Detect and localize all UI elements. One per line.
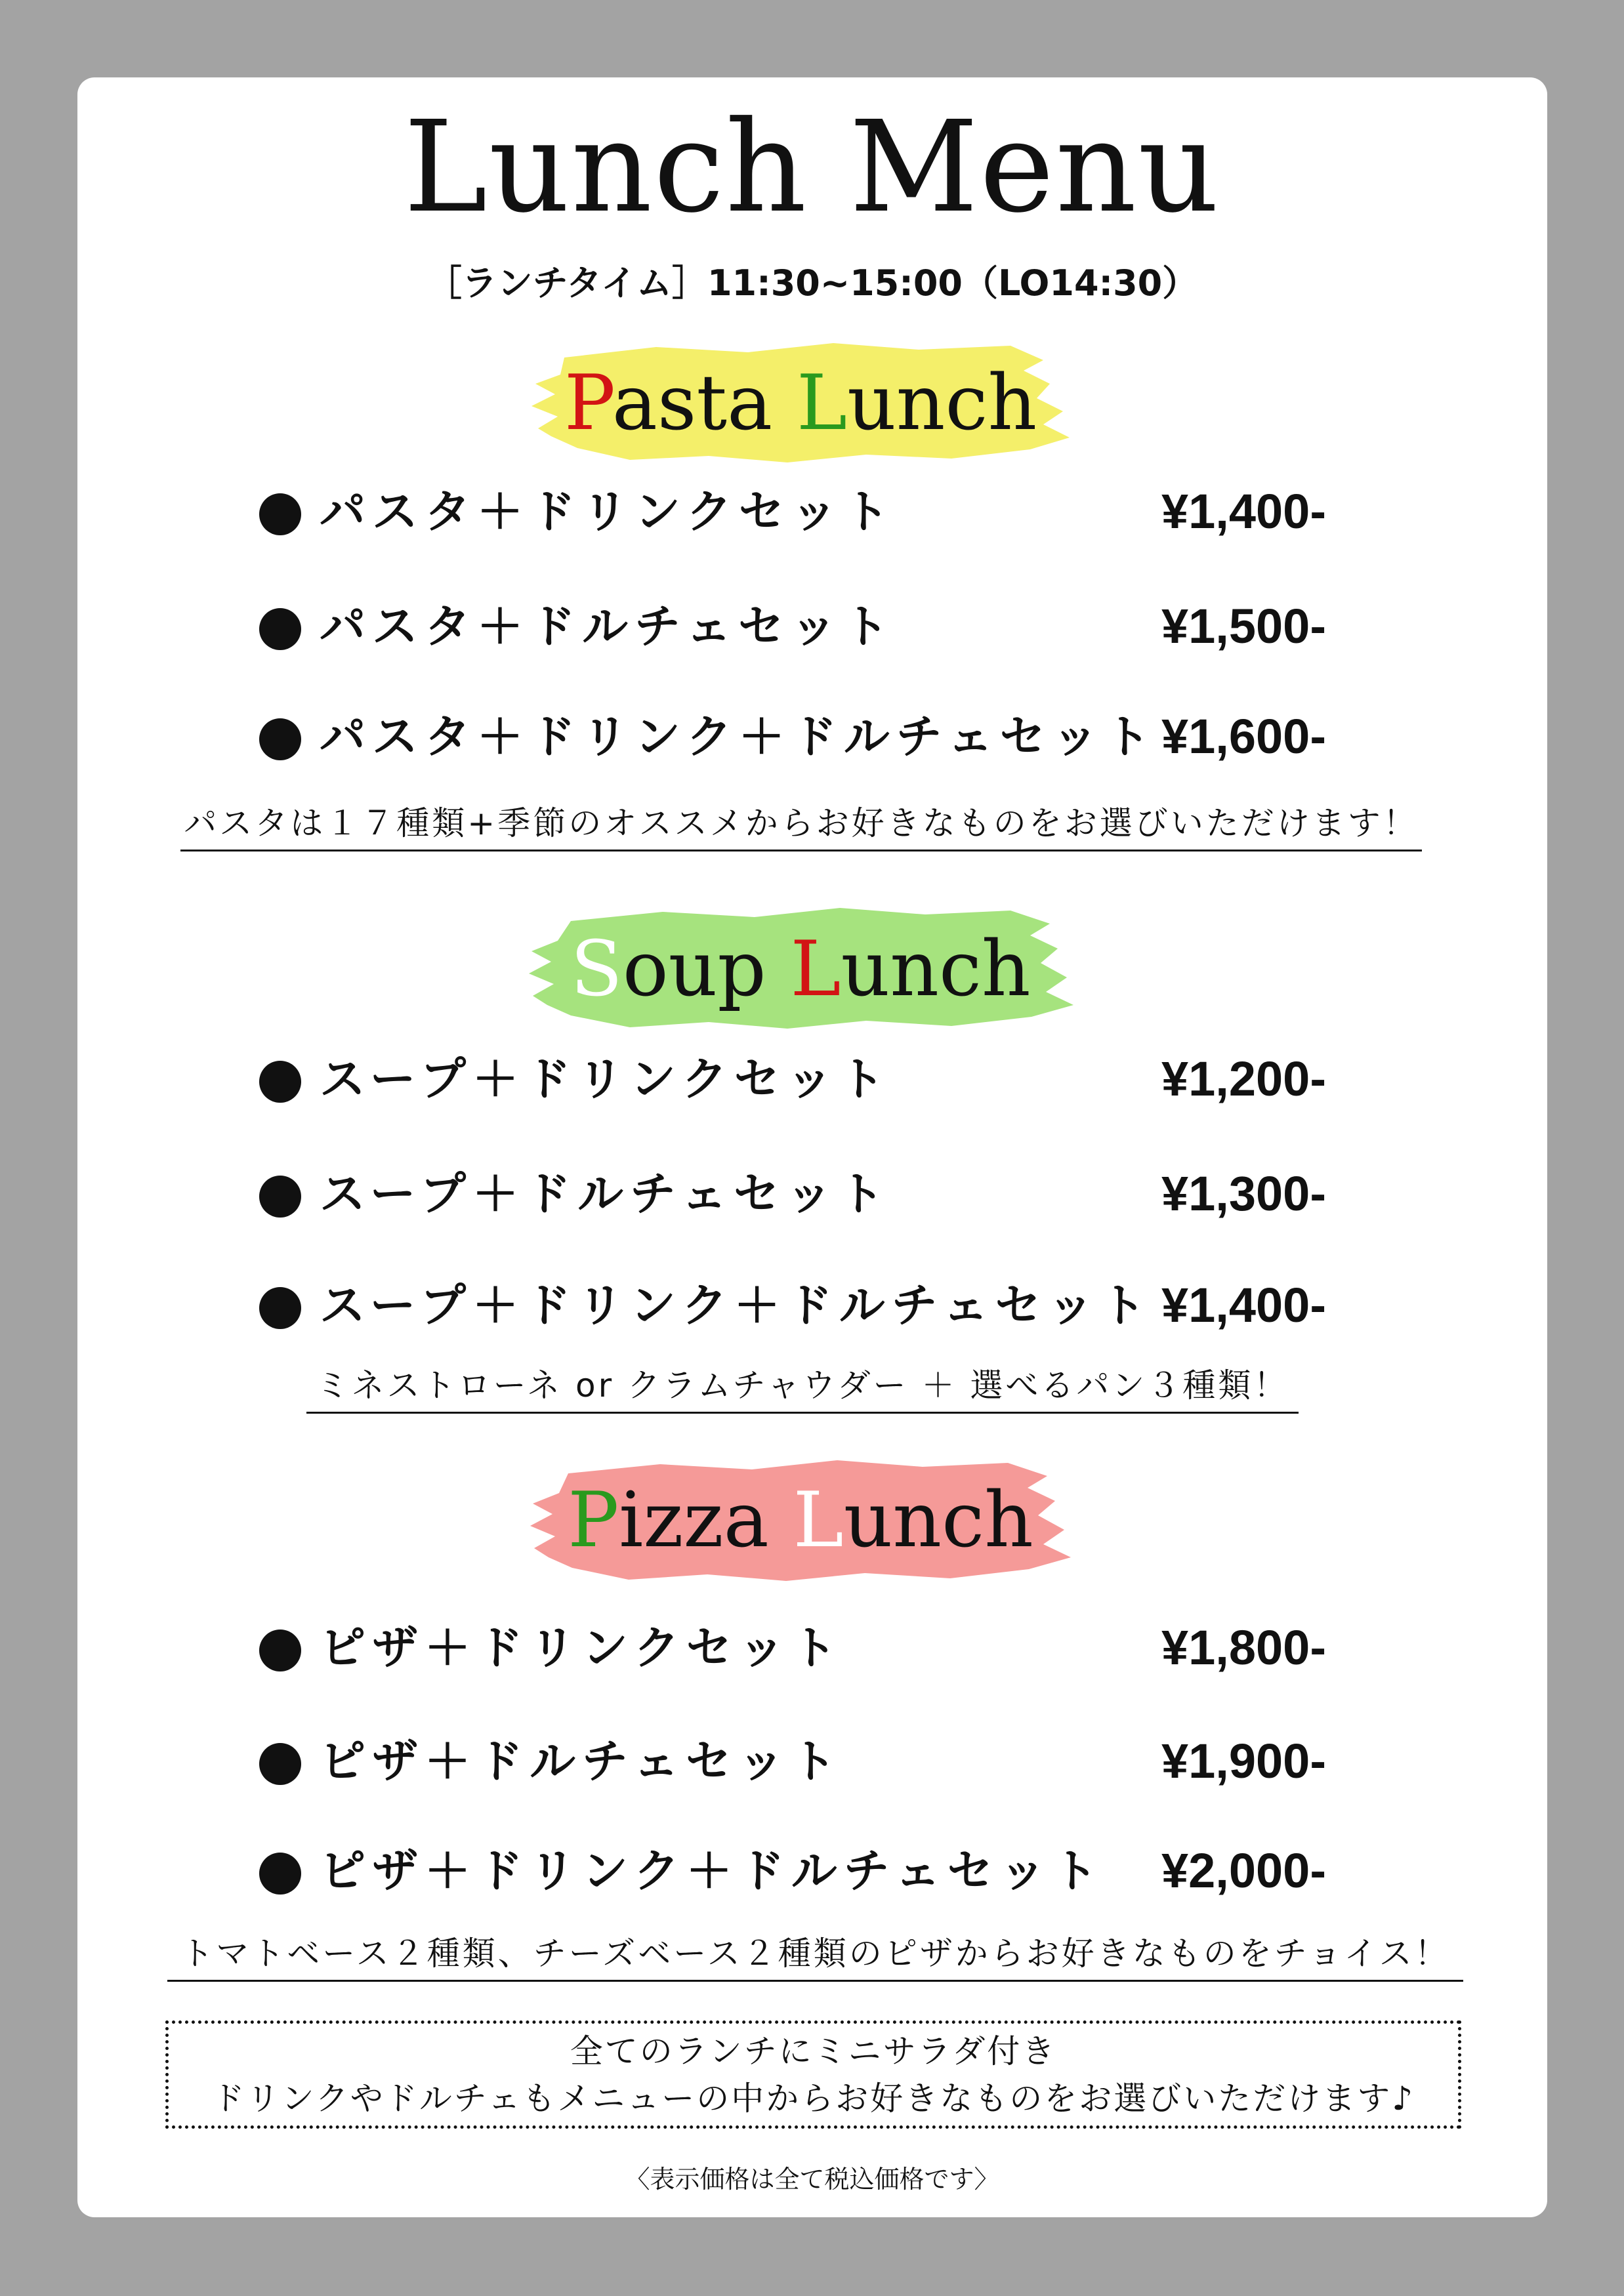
item-price: ¥1,500- [1161, 599, 1326, 653]
item-name: ピザ＋ドルチェセット [320, 1734, 843, 1788]
item-price: ¥2,000- [1161, 1843, 1326, 1898]
item-price: ¥1,300- [1161, 1166, 1326, 1221]
item-name: ピザ＋ドリンク＋ドルチェセット [320, 1844, 1105, 1898]
soup-lunch-word: unch [841, 925, 1031, 1014]
item-name: スープ＋ドルチェセット [320, 1167, 891, 1221]
soup-lunch-header [525, 904, 1076, 1035]
pizza-note: トマトベース２種類、チーズベース２種類のピザからお好きなものをチョイス！ [167, 1927, 1463, 1982]
bullet-icon [259, 1176, 301, 1218]
page-title: Lunch Menu [404, 94, 1220, 241]
pasta-lunch-word: unch [847, 359, 1037, 447]
item-price: ¥1,900- [1161, 1734, 1326, 1788]
item-name: パスタ＋ドルチェセット [320, 600, 896, 653]
menu-item [259, 594, 1335, 659]
pizza-title-word: izza [619, 1476, 769, 1565]
soup-title-initial: S [570, 925, 623, 1014]
item-price: ¥1,200- [1161, 1052, 1326, 1106]
menu-item [259, 1615, 1335, 1681]
item-price: ¥1,600- [1161, 709, 1326, 764]
menu-item [259, 479, 1335, 544]
pasta-lunch-header [525, 338, 1076, 469]
pasta-lunch-initial: L [797, 359, 848, 447]
pizza-lunch-word: unch [843, 1476, 1033, 1565]
soup-lunch-title [525, 904, 1076, 1035]
soup-lunch-initial: L [790, 925, 841, 1014]
bullet-icon [259, 1743, 301, 1785]
pizza-lunch-initial: L [793, 1476, 844, 1565]
item-price: ¥1,800- [1161, 1620, 1326, 1675]
pizza-title-initial: P [568, 1476, 619, 1565]
menu-item [259, 1273, 1335, 1338]
tax-note: 〈表示価格は全て税込価格です〉 [625, 2165, 999, 2194]
item-name: パスタ＋ドリンクセット [320, 485, 896, 539]
soup-note: ミネストローネ or クラムチャウダー ＋ 選べるパン３種類！ [306, 1359, 1299, 1414]
pizza-lunch-header [525, 1455, 1076, 1586]
bullet-icon [259, 1630, 301, 1671]
menu-item [259, 1838, 1335, 1904]
item-price: ¥1,400- [1161, 1278, 1326, 1332]
pasta-lunch-title [525, 338, 1076, 469]
menu-item [259, 704, 1335, 769]
item-name: ピザ＋ドリンクセット [320, 1621, 844, 1675]
menu-item [259, 1729, 1335, 1794]
bullet-icon [259, 1853, 301, 1895]
pasta-title-initial: P [564, 359, 612, 447]
pasta-title-word: asta [612, 359, 773, 447]
bullet-icon [259, 1287, 301, 1329]
bullet-icon [259, 718, 301, 760]
menu-item [259, 1046, 1335, 1112]
pasta-note: パスタは１７種類+季節のオススメからお好きなものをお選びいただけます！ [180, 797, 1422, 851]
item-name: スープ＋ドリンク＋ドルチェセット [320, 1279, 1153, 1332]
info-line-salad: 全てのランチにミニサラダ付き [570, 2032, 1057, 2070]
soup-title-word: oup [622, 925, 766, 1014]
bullet-icon [259, 608, 301, 650]
info-line-choice: ドリンクやドルチェもメニューの中からお好きなものをお選びいただけます♪ [211, 2080, 1415, 2118]
bullet-icon [259, 1061, 301, 1103]
item-price: ¥1,400- [1161, 484, 1326, 539]
bullet-icon [259, 493, 301, 535]
menu-item [259, 1161, 1335, 1227]
item-name: パスタ＋ドリンク＋ドルチェセット [320, 710, 1157, 764]
pizza-lunch-title [525, 1455, 1076, 1586]
lunch-hours: ［ランチタイム］11:30~15:00（LO14:30） [426, 262, 1198, 304]
item-name: スープ＋ドリンクセット [320, 1052, 892, 1106]
lunch-info-box [165, 2020, 1461, 2129]
